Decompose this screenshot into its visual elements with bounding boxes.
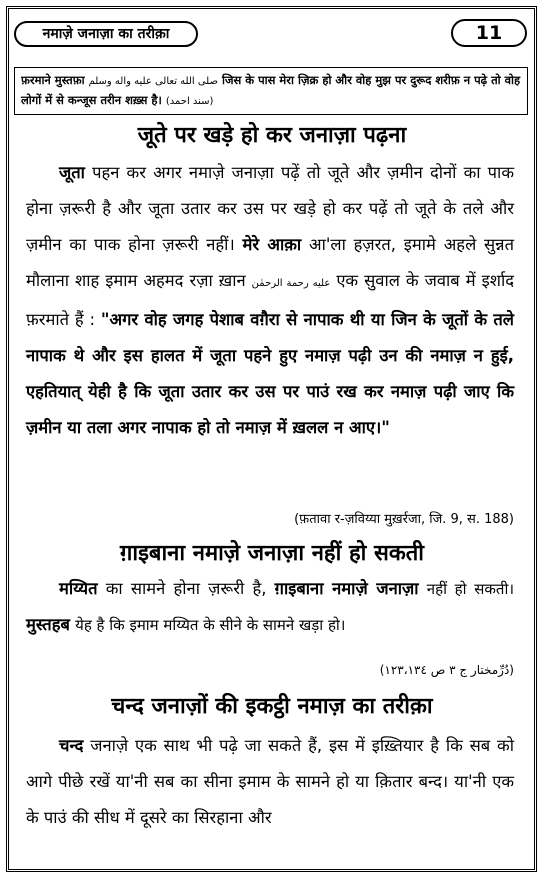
section2-text-a: का सामने होना ज़रूरी है, <box>105 579 267 598</box>
header-title: नमाज़े जनाज़ा का तरीक़ा <box>42 26 170 42</box>
section1-arabic-dua: عليه رحمة الرحمٰن <box>251 278 331 289</box>
section3-heading: चन्द जनाज़ों की इकट्ठी नमाज़ का तरीक़ा <box>111 694 433 719</box>
section2-lead: मय्यित <box>59 579 98 598</box>
section1-text-c: एक सुवाल के जवाब में इर्शाद फ़रमाते हैं : <box>26 271 514 329</box>
section1-body <box>26 155 514 446</box>
section2-bold-phrase: ग़ाइबाना नमाज़े जनाज़ा <box>274 579 419 598</box>
farmaan-line-2 <box>21 91 521 111</box>
section1-citation: (फ़तावा र-ज़विय्या मुख़र्रजा, जि. 9, स. 188) <box>294 512 514 527</box>
farmaan-source: (سند احمد) <box>165 96 214 107</box>
section1-lead: जूता <box>59 163 85 182</box>
running-header <box>14 21 198 47</box>
farmaan-line-1 <box>21 71 521 91</box>
page-number: 11 <box>475 22 503 44</box>
farmaan-box <box>14 67 528 115</box>
section2-bold-phrase-2: मुस्तहब <box>26 615 70 634</box>
section1-bold-phrase: मेरे आक़ा <box>242 235 302 254</box>
farmaan-durood: صلى الله تعالى عليه واله وسلم <box>88 76 218 87</box>
farmaan-label: फ़रमाने मुस्तफ़ा <box>21 73 85 87</box>
farmaan-text-1: जिस के पास मेरा ज़िक्र हो और वोह मुझ पर दुरूद शरीफ़ न पढ़े तो वोह <box>222 73 521 87</box>
section2-text-c: येह है कि इमाम मय्यित के सीने के सामने खड़ा हो। <box>75 616 346 634</box>
section1-text-b: आ'ला हज़रत, इमामे अहले सुन्नत मौलाना शाह इमाम अहमद रज़ा ख़ान <box>26 235 514 290</box>
farmaan-text-2: लोगों में से कन्जूस तरीन शख़्स है। <box>21 93 162 107</box>
section2-citation <box>26 660 514 681</box>
section3-lead: चन्द <box>59 736 84 755</box>
section1-quote: "अगर वोह जगह पेशाब वग़ैरा से नापाक थी या जिन के जूतों के तले नापाक थे और इस हालत में जूता पहने हुए नमाज़ पढ़ी उन की नमाज़ न हुई, एहतियात् येही है कि जूता उतार कर उस पर पाउं रख कर नमाज़ पढ़ी जाए कि ज़मीन या तला अगर नापाक हो तो नमाज़ में ख़लल न आए।" <box>26 310 514 437</box>
section1-heading: जूते पर खड़े हो कर जनाज़ा पढ़ना <box>137 123 407 148</box>
section3-text-a: जनाज़े एक साथ भी पढ़े जा सकते हैं, इस में इख़्तियार है कि सब को आगे पीछे रखें या'नी सब का सीना इमाम के सामने हो या क़ितार बन्द। या'नी एक के पाउं की सीध में दूसरे का सिरहाना और <box>26 736 514 827</box>
section2-body <box>26 571 514 643</box>
section2-heading: ग़ाइबाना नमाज़े जनाज़ा नहीं हो सकती <box>120 541 424 566</box>
section1-text-a: पहन कर अगर नमाज़े जनाज़ा पढ़ें तो जूते और ज़मीन दोनों का पाक होना ज़रूरी है और जूता उतार कर उस पर खड़े हो कर पढ़ें तो जूते के तले और ज़मीन का पाक होना ज़रूरी नहीं। <box>26 163 514 254</box>
section2-text-b: नहीं हो सकती। <box>426 580 515 598</box>
section2-citation-text: (دُرِّمختار ج ٣ ص ١٢٣،١٣٤) <box>379 663 514 677</box>
section3-body <box>26 728 514 836</box>
page-number-badge <box>451 19 527 47</box>
